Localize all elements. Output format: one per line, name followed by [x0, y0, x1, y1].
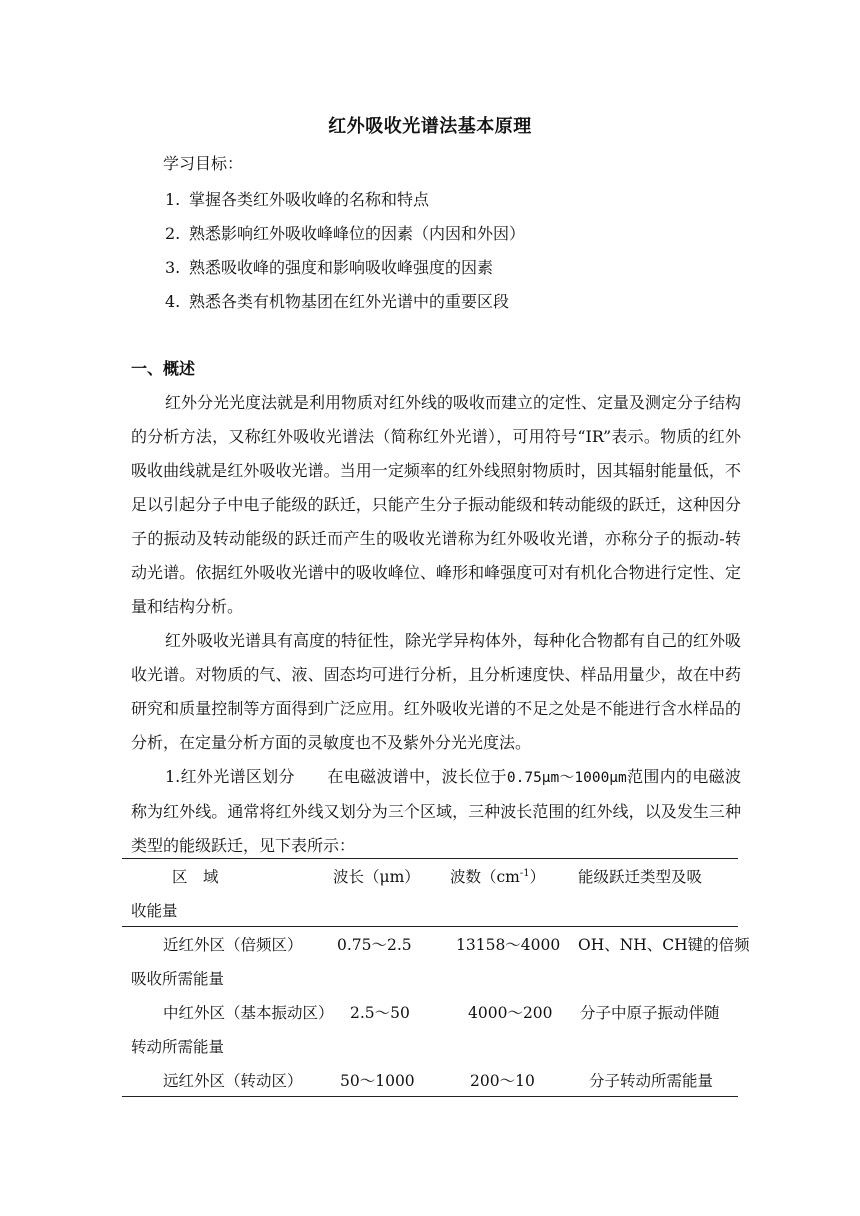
table-cell-region: 中红外区（基本振动区）	[163, 1004, 334, 1022]
subsection-lead: 1.红外光谱区划分	[165, 767, 295, 786]
paragraph-text: 在电磁波谱中，波长位于	[327, 767, 507, 786]
goal-number: 1.	[165, 190, 181, 209]
table-cell-wavenumber: 13158～4000	[456, 936, 561, 954]
goal-text: 掌握各类红外吸收峰的名称和特点	[189, 190, 430, 209]
table-cell-transition-wrap: 吸收所需能量	[131, 970, 225, 988]
paragraph-intro: 红外分光光度法就是利用物质对红外线的吸收而建立的定性、定量及测定分子结构的分析方法，又称红外吸收光谱法（简称红外光谱），可用符号“IR”表示。物质的红外吸收曲线就是红外吸收光谱。当用一定频率的红外线照射物质时，因其辐射能量低，不足以引起分子中电子能级的跃迁，只能产生分子振动能级和转动能级的跃迁，这种因分子的振动及转动能级的跃迁而产生的吸收光谱称为红外吸收光谱，亦称分子的振动-转动光谱。依据红外吸收光谱中的吸收峰位、峰形和峰强度可对有机化合物进行定性、定量和结构分析。	[131, 393, 742, 616]
goal-number: 4.	[165, 292, 181, 311]
table-header-wavelength: 波长（μm）	[333, 868, 420, 886]
learning-goal-item	[165, 255, 493, 281]
goal-number: 3.	[165, 258, 181, 277]
table-cell-region: 远红外区（转动区）	[163, 1072, 303, 1090]
learning-goal-item	[165, 289, 509, 315]
table-cell-wavelength: 0.75～2.5	[337, 936, 412, 954]
wavenumber-exponent: -1	[519, 867, 530, 879]
goal-text: 熟悉各类有机物基团在红外光谱中的重要区段	[189, 292, 510, 311]
learning-goal-item	[165, 221, 525, 247]
table-header-region: 区 域	[172, 868, 219, 886]
table-header-rule	[122, 926, 738, 927]
paragraph-features: 红外吸收光谱具有高度的特征性，除光学异构体外，每种化合物都有自己的红外吸收光谱。对物质的气、液、固态均可进行分析，且分析速度快、样品用量少，故在中药研究和质量控制等方面得到广泛应用。红外吸收光谱的不足之处是不能进行含水样品的分析，在定量分析方面的灵敏度也不及紫外分光光度法。	[131, 631, 742, 752]
table-header-wavenumber	[450, 864, 545, 890]
document-title: 红外吸收光谱法基本原理	[328, 116, 532, 137]
paragraph-text: 范围内的电磁波称为红外线。通常将红外线又划分为三个区域，三种波长范围的红外线，以及发生三种类型的能级跃迁，见下表所示：	[131, 767, 741, 855]
table-header-transition-wrap: 收能量	[131, 902, 178, 920]
goal-text: 熟悉吸收峰的强度和影响吸收峰强度的因素	[189, 258, 494, 277]
wavenumber-close: ）	[529, 868, 546, 886]
paragraph-ir-regions	[131, 760, 741, 863]
table-top-rule	[122, 858, 738, 859]
table-cell-transition-wrap: 转动所需能量	[131, 1038, 225, 1056]
learning-goals-label: 学习目标：	[163, 154, 244, 173]
table-cell-wavelength: 2.5～50	[350, 1004, 410, 1022]
table-cell-transition: 分子中原子振动伴随	[580, 1004, 720, 1022]
table-header-transition: 能级跃迁类型及吸	[578, 868, 703, 886]
goal-text: 熟悉影响红外吸收峰峰位的因素（内因和外因）	[189, 224, 526, 243]
learning-goal-item	[165, 187, 429, 213]
table-bottom-rule	[122, 1096, 738, 1097]
table-cell-region: 近红外区（倍频区）	[163, 936, 303, 954]
section-heading-overview: 一、概述	[131, 359, 196, 378]
goal-number: 2.	[165, 224, 181, 243]
table-cell-wavelength: 50～1000	[340, 1072, 415, 1090]
table-cell-transition: 分子转动所需能量	[589, 1072, 714, 1090]
table-cell-transition: OH、NH、CH键的倍频	[578, 936, 750, 954]
table-cell-wavenumber: 4000～200	[468, 1004, 553, 1022]
table-cell-wavenumber: 200～10	[470, 1072, 535, 1090]
wavenumber-label: 波数（cm	[450, 868, 520, 886]
wavelength-range: 0.75μm～1000μm	[506, 770, 627, 786]
